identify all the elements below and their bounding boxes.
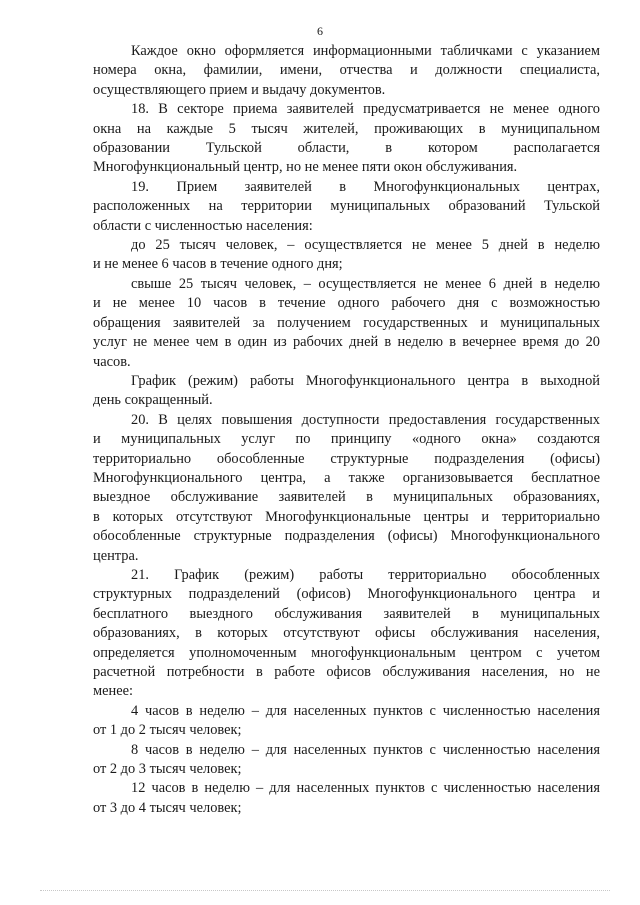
paragraph	[93, 275, 600, 372]
text-line: 12 часов в неделю – для населенных пунктов с численностью населения	[131, 780, 600, 797]
text-line: осуществляющего прием и выдачу документов.	[93, 81, 386, 98]
paragraph	[93, 178, 600, 236]
text-line: центра.	[93, 547, 139, 564]
text-line: 21. График (режим) работы территориально обособленных	[131, 566, 600, 583]
scan-footer-marks	[40, 880, 610, 891]
text-line: 4 часов в неделю – для населенных пунктов с численностью населения	[131, 702, 600, 719]
text-line: и не менее 10 часов в течение одного рабочего дня с возможностью	[93, 295, 600, 312]
text-line: обращения заявителей за получением государственных и муниципальных	[93, 314, 600, 331]
text-line: образованиях, в которых отсутствуют офисы обслуживания населения,	[93, 625, 600, 642]
text-line: График (режим) работы Многофункционального центра в выходной	[131, 372, 600, 389]
text-line: территориально обособленные структурные подразделения (офисы)	[93, 450, 600, 467]
text-line: номера окна, фамилии, имени, отчества и должности специалиста,	[93, 62, 600, 79]
document-body	[93, 42, 600, 818]
text-line: Многофункционального центра, а также организовывается бесплатное	[93, 469, 600, 486]
text-line: до 25 тысяч человек, – осуществляется не менее 5 дней в неделю	[131, 237, 600, 254]
paragraph	[93, 741, 600, 780]
text-line: от 3 до 4 тысяч человек;	[93, 799, 242, 816]
paragraph	[93, 566, 600, 702]
text-line: образовании Тульской области, в котором располагается	[93, 140, 600, 157]
paragraph	[93, 779, 600, 818]
paragraph	[93, 100, 600, 178]
text-line: окна на каждые 5 тысяч жителей, проживающих в муниципальном	[93, 120, 600, 137]
text-line: расположенных на территории муниципальных образований Тульской	[93, 198, 600, 215]
text-line: услуг не менее чем в один из рабочих дней в неделю в вечернее время до 20	[93, 334, 600, 351]
text-line: определяется уполномоченным многофункциональным центром с учетом	[93, 644, 600, 661]
text-line: и не менее 6 часов в течение одного дня;	[93, 256, 343, 273]
text-line: и муниципальных услуг по принципу «одного окна» создаются	[93, 431, 600, 448]
text-line: расчетной потребности в работе офисов обслуживания населения, но не	[93, 664, 600, 680]
text-line: 19. Прием заявителей в Многофункциональных центрах,	[131, 178, 600, 195]
text-line: день сокращенный.	[93, 392, 213, 409]
text-line: менее:	[93, 683, 133, 700]
text-line: от 1 до 2 тысяч человек;	[93, 722, 242, 739]
paragraph	[93, 42, 600, 100]
text-line: от 2 до 3 тысяч человек;	[93, 761, 242, 778]
paragraph	[93, 236, 600, 275]
text-line: 8 часов в неделю – для населенных пунктов с численностью населения	[131, 741, 600, 758]
paragraph	[93, 372, 600, 411]
text-line: Многофункциональный центр, но не менее пяти окон обслуживания.	[93, 159, 518, 176]
text-line: 18. В секторе приема заявителей предусматривается не менее одного	[131, 101, 600, 118]
text-line: в которых отсутствуют Многофункциональные центры и территориально	[93, 508, 600, 525]
text-line: Каждое окно оформляется информационными табличками с указанием	[131, 43, 600, 59]
text-line: структурных подразделений (офисов) Многофункционального центра и	[93, 586, 600, 603]
text-line: часов.	[93, 353, 131, 370]
paragraph	[93, 702, 600, 741]
text-line: свыше 25 тысяч человек, – осуществляется не менее 6 дней в неделю	[131, 275, 600, 292]
text-line: бесплатного выездного обслуживания заявителей в муниципальных	[93, 605, 600, 622]
paragraph	[93, 411, 600, 566]
text-line: 20. В целях повышения доступности предоставления государственных	[131, 411, 600, 428]
page-number: 6	[317, 24, 323, 38]
text-line: выездное обслуживание заявителей в муниципальных образованиях,	[93, 489, 600, 506]
text-line: области с численностью населения:	[93, 217, 313, 234]
text-line: обособленные структурные подразделения (офисы) Многофункционального	[93, 528, 600, 545]
